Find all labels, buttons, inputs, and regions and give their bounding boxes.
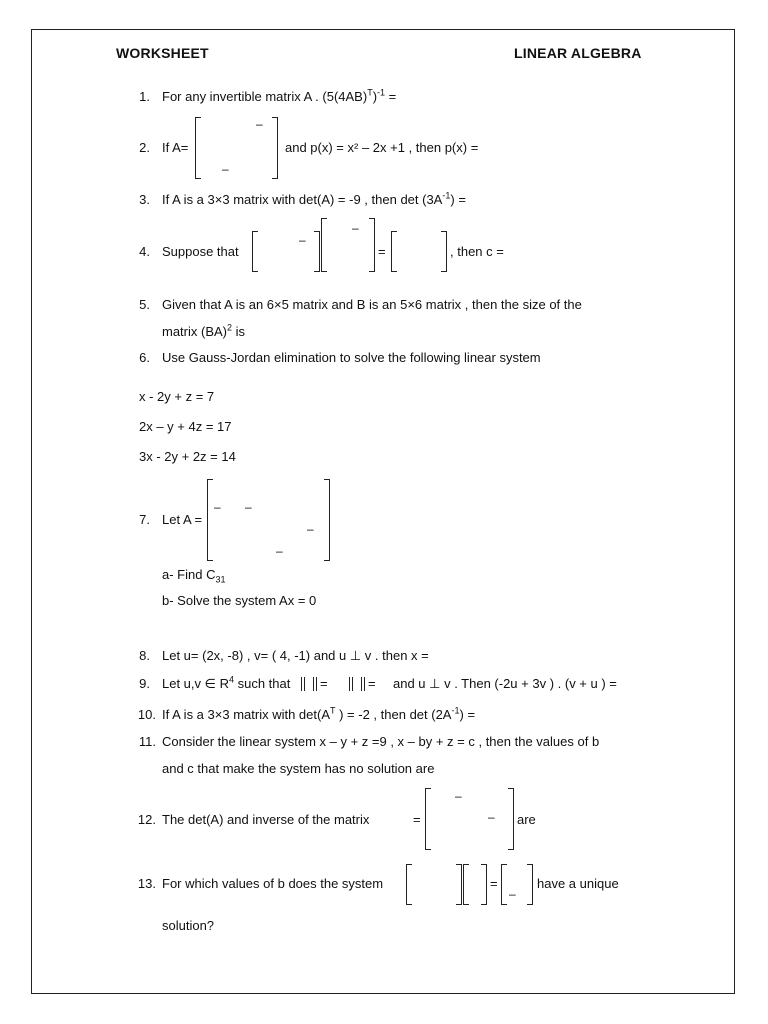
system-equation-2: 2x – y + 4z = 17 bbox=[139, 419, 232, 434]
q4-matrix2-left-bracket bbox=[321, 218, 327, 272]
q8-number: 8. bbox=[139, 648, 150, 663]
q11-text-a: Consider the linear system x – y + z =9 , x – by + z = c , then the values of b bbox=[162, 734, 600, 749]
q4-text-a: Suppose that bbox=[162, 244, 239, 259]
q1-text: For any invertible matrix A . $(5(4AB)^T)^{-1}$ = bbox=[162, 87, 397, 104]
q13-matrix1-left-bracket bbox=[406, 864, 412, 905]
q12-equals: = bbox=[413, 812, 421, 827]
q4-matrix1-minus: – bbox=[299, 233, 306, 247]
worksheet-title: WORKSHEET bbox=[116, 45, 209, 61]
subject-title: LINEAR ALGEBRA bbox=[514, 45, 642, 61]
q7-matrix-minus: – bbox=[245, 500, 252, 514]
q9-number: 9. bbox=[139, 676, 150, 691]
q7-matrix-minus: – bbox=[307, 522, 314, 536]
q4-matrix1-left-bracket bbox=[252, 231, 258, 272]
q8-text: Let u= (2x, -8) , v= ( 4, -1) and u ⊥ v . then x = bbox=[162, 648, 429, 663]
q2-text-a: If A= bbox=[162, 140, 189, 155]
q6-number: 6. bbox=[139, 350, 150, 365]
q5-number: 5. bbox=[139, 297, 150, 312]
q2-matrix-left-bracket bbox=[195, 117, 201, 179]
q9-equals: = bbox=[320, 676, 328, 691]
q13-text-b: have a unique bbox=[537, 876, 619, 891]
q13-equals: = bbox=[490, 876, 498, 891]
q4-number: 4. bbox=[139, 244, 150, 259]
q4-matrix3-left-bracket bbox=[391, 231, 397, 272]
q9-text-c: and u ⊥ v . Then (-2u + 3v ) . (v + u ) = bbox=[393, 676, 617, 691]
system-equation-3: 3x - 2y + 2z = 14 bbox=[139, 449, 236, 464]
q9-norm-bar bbox=[361, 677, 365, 691]
q7-text: Let A = bbox=[162, 512, 203, 527]
q4-text-b: , then c = bbox=[450, 244, 504, 259]
q7-part-a: a- Find $C_{31}$ bbox=[162, 567, 226, 585]
q5-text-b: matrix (BA)$^2$ is bbox=[162, 322, 246, 339]
q2-matrix-minus: – bbox=[256, 117, 263, 131]
q12-text-a: The det(A) and inverse of the matrix bbox=[162, 812, 370, 827]
q11-number: 11. bbox=[138, 734, 156, 749]
q4-matrix1-right-bracket bbox=[314, 231, 320, 272]
q6-text: Use Gauss-Jordan elimination to solve the following linear system bbox=[162, 350, 541, 365]
q7-matrix-right-bracket bbox=[324, 479, 330, 561]
q11-text-b: and c that make the system has no solution are bbox=[162, 761, 435, 776]
q9-norm-bar bbox=[349, 677, 353, 691]
q2-text-b: and p(x) = x² – 2x +1 , then p(x) = bbox=[285, 140, 479, 155]
q12-matrix-left-bracket bbox=[425, 788, 431, 850]
q12-matrix-minus: – bbox=[455, 789, 462, 803]
q9-text-a: Let u,v ∈ $R^4$ such that bbox=[162, 674, 291, 691]
q13-text-c: solution? bbox=[162, 918, 215, 933]
system-equation-1: x - 2y + z = 7 bbox=[139, 389, 215, 404]
q13-matrix1-right-bracket bbox=[456, 864, 462, 905]
q12-matrix-right-bracket bbox=[508, 788, 514, 850]
q9-equals: = bbox=[368, 676, 376, 691]
q4-matrix2-right-bracket bbox=[369, 218, 375, 272]
q3-number: 3. bbox=[139, 192, 150, 207]
q7-matrix-minus: – bbox=[214, 500, 221, 514]
q7-part-b: b- Solve the system Ax = 0 bbox=[162, 593, 317, 608]
q13-matrix3-minus: – bbox=[509, 887, 516, 901]
q12-number: 12. bbox=[137, 812, 156, 827]
q4-equals: = bbox=[378, 244, 386, 259]
q13-matrix2-right-bracket bbox=[481, 864, 487, 905]
q9-norm-bar bbox=[301, 677, 305, 691]
q12-text-b: are bbox=[517, 812, 536, 827]
q13-matrix3-right-bracket bbox=[527, 864, 533, 905]
q7-number: 7. bbox=[139, 512, 150, 527]
q13-matrix3-left-bracket bbox=[501, 864, 507, 905]
q4-matrix2-minus: – bbox=[352, 221, 359, 235]
q13-text-a: For which values of b does the system bbox=[162, 876, 384, 891]
q10-number: 10. bbox=[137, 707, 156, 722]
q13-matrix2-left-bracket bbox=[463, 864, 469, 905]
q4-matrix3-right-bracket bbox=[441, 231, 447, 272]
q7-matrix-left-bracket bbox=[207, 479, 213, 561]
q1-number: 1. bbox=[139, 89, 150, 104]
q10-text: If A is a 3×3 matrix with $\det(A^T$ ) = -2 , then $\det (2A^{-1})$ = bbox=[162, 705, 476, 722]
q3-text: If A is a 3×3 matrix with det(A) = -9 , then $\det (3A^{-1})$ = bbox=[162, 190, 466, 207]
q12-matrix-minus: – bbox=[488, 810, 495, 824]
q13-number: 13. bbox=[137, 876, 156, 891]
q9-norm-bar bbox=[313, 677, 317, 691]
q2-matrix-right-bracket bbox=[272, 117, 278, 179]
q2-matrix-minus: – bbox=[222, 162, 229, 176]
q2-number: 2. bbox=[139, 140, 150, 155]
q7-matrix-minus: – bbox=[276, 544, 283, 558]
q5-text-a: Given that A is an 6×5 matrix and B is an 5×6 matrix , then the size of the bbox=[162, 297, 582, 312]
